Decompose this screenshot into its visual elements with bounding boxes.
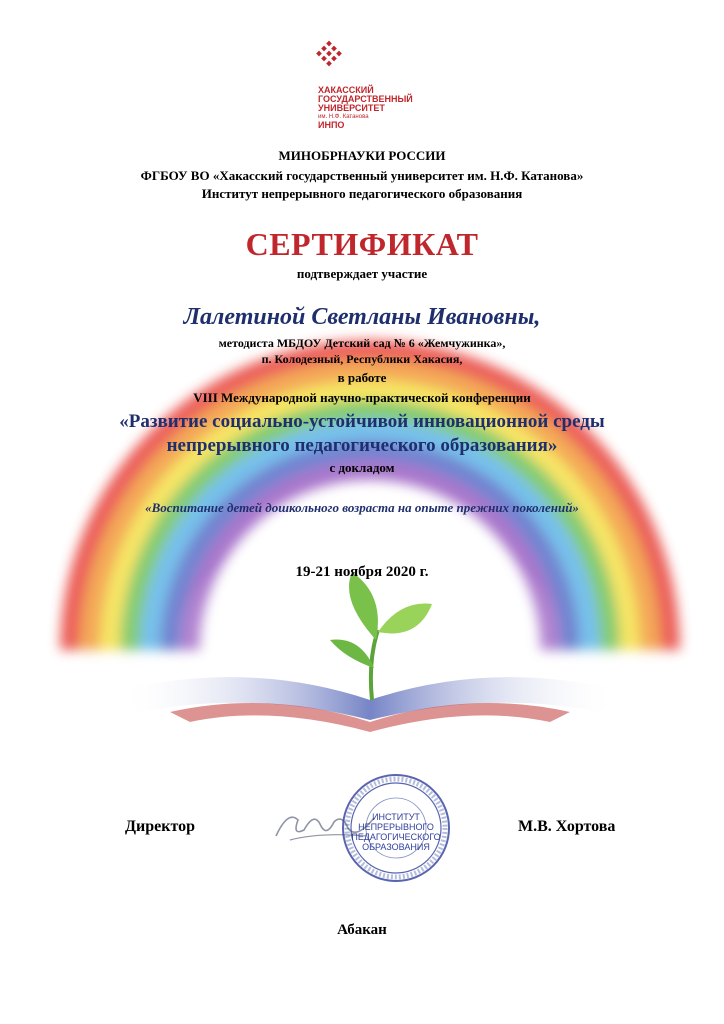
logo-line-3: УНИВЕРСИТЕТ xyxy=(318,103,385,113)
recipient-name: Лалетиной Светланы Ивановны, xyxy=(183,304,541,330)
signatory-role: Директор xyxy=(125,818,195,835)
logo-line-4: им. Н.Ф. Катанова xyxy=(318,114,369,120)
recipient-location: п. Колодезный, Республики Хакасия, xyxy=(261,352,463,366)
logo-line-1: ХАКАССКИЙ xyxy=(318,85,374,95)
university-name: ФГБОУ ВО «Хакасский государственный университет им. Н.Ф. Катанова» xyxy=(140,168,584,183)
stamp-text xyxy=(340,812,452,852)
stamp-line-1: ИНСТИТУТ xyxy=(372,812,420,822)
logo-line-5: ИНПО xyxy=(318,120,345,130)
conference-title-line-1: «Развитие социально-устойчивой инновационной среды xyxy=(119,411,605,432)
university-logo-text xyxy=(318,86,438,130)
stamp-line-3: ПЕДАГОГИЧЕСКОГО xyxy=(351,832,441,842)
certificate-title: СЕРТИФИКАТ xyxy=(245,226,479,262)
in-work-label: в работе xyxy=(337,370,387,385)
city-name: Абакан xyxy=(337,922,387,938)
report-title: «Воспитание детей дошкольного возраста на опыте прежних поколений» xyxy=(145,500,579,515)
stamp-line-4: ОБРАЗОВАНИЯ xyxy=(362,842,430,852)
ministry-name: МИНОБРНАУКИ РОССИИ xyxy=(278,148,446,163)
university-logo-icon xyxy=(314,40,374,86)
conference-name: VIII Международной научно-практической конференции xyxy=(193,390,531,405)
certificate-subtitle: подтверждает участие xyxy=(296,266,428,281)
signatory-name: М.В. Хортова xyxy=(518,818,616,835)
recipient-position: методиста МБДОУ Детский сад № 6 «Жемчужинка», xyxy=(218,336,506,350)
with-report-label: с докладом xyxy=(329,460,395,475)
event-date: 19-21 ноября 2020 г. xyxy=(295,564,429,580)
stamp-line-2: НЕПРЕРЫВНОГО xyxy=(358,822,434,832)
conference-title-line-2: непрерывного педагогического образования» xyxy=(166,435,558,456)
logo-line-2: ГОСУДАРСТВЕННЫЙ xyxy=(318,94,413,104)
institute-name: Институт непрерывного педагогического образования xyxy=(201,186,523,201)
